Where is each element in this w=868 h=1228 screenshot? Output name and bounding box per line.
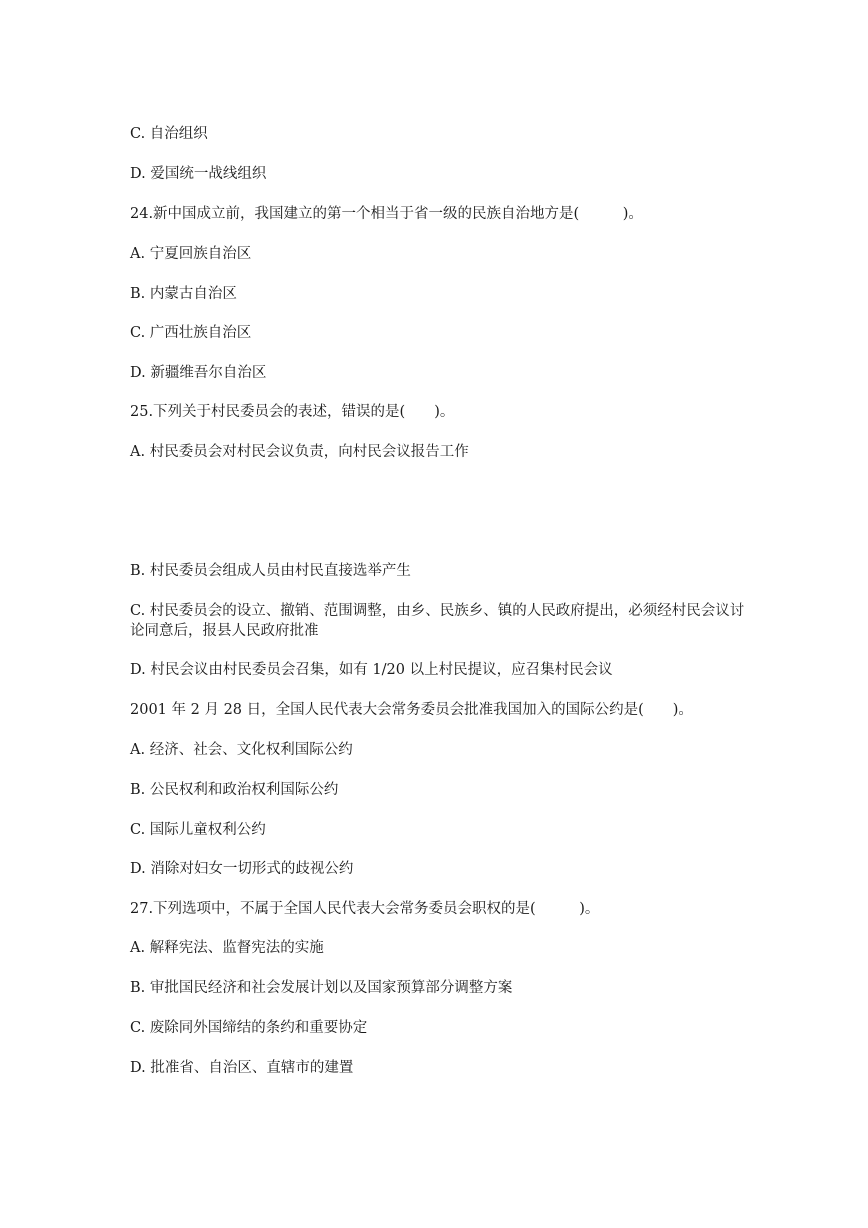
option-b-q25: B. 村民委员会组成人员由村民直接选举产生 [130,563,411,579]
option-d-q27: D. 批准省、自治区、直辖市的建置 [130,1060,354,1076]
option-a-q27: A. 解释宪法、监督宪法的实施 [130,940,324,956]
option-d-q26: D. 消除对妇女一切形式的歧视公约 [130,861,354,877]
option-c-q25: C. 村民委员会的设立、撤销、范围调整，由乡、民族乡、镇的人民政府提出，必须经村民会议讨论同意后，报县人民政府批准 [130,603,745,639]
question-27: 27.下列选项中，不属于全国人民代表大会常务委员会职权的是( )。 [130,901,600,917]
option-b-q24: B. 内蒙古自治区 [130,286,237,302]
option-a-q26: A. 经济、社会、文化权利国际公约 [130,742,353,758]
option-a-q25: A. 村民委员会对村民会议负责，向村民会议报告工作 [130,444,469,460]
option-a-q24: A. 宁夏回族自治区 [130,246,252,262]
question-26: 2001 年 2 月 28 日，全国人民代表大会常务委员会批准我国加入的国际公约是( )。 [130,702,693,718]
question-24: 24.新中国成立前，我国建立的第一个相当于省一级的民族自治地方是( )。 [130,206,643,222]
option-d-q25: D. 村民会议由村民委员会召集，如有 1/20 以上村民提议，应召集村民会议 [130,662,613,678]
option-c-q24: C. 广西壮族自治区 [130,325,252,341]
question-25: 25.下列关于村民委员会的表述，错误的是( )。 [130,404,455,420]
option-b-q26: B. 公民权利和政治权利国际公约 [130,782,339,798]
option-b-q27: B. 审批国民经济和社会发展计划以及国家预算部分调整方案 [130,980,513,996]
option-c-q23: C. 自治组织 [130,126,208,142]
option-d-q24: D. 新疆维吾尔自治区 [130,365,267,381]
option-c-q27: C. 废除同外国缔结的条约和重要协定 [130,1020,368,1036]
option-c-q26: C. 国际儿童权利公约 [130,822,266,838]
option-d-q23: D. 爱国统一战线组织 [130,166,267,182]
